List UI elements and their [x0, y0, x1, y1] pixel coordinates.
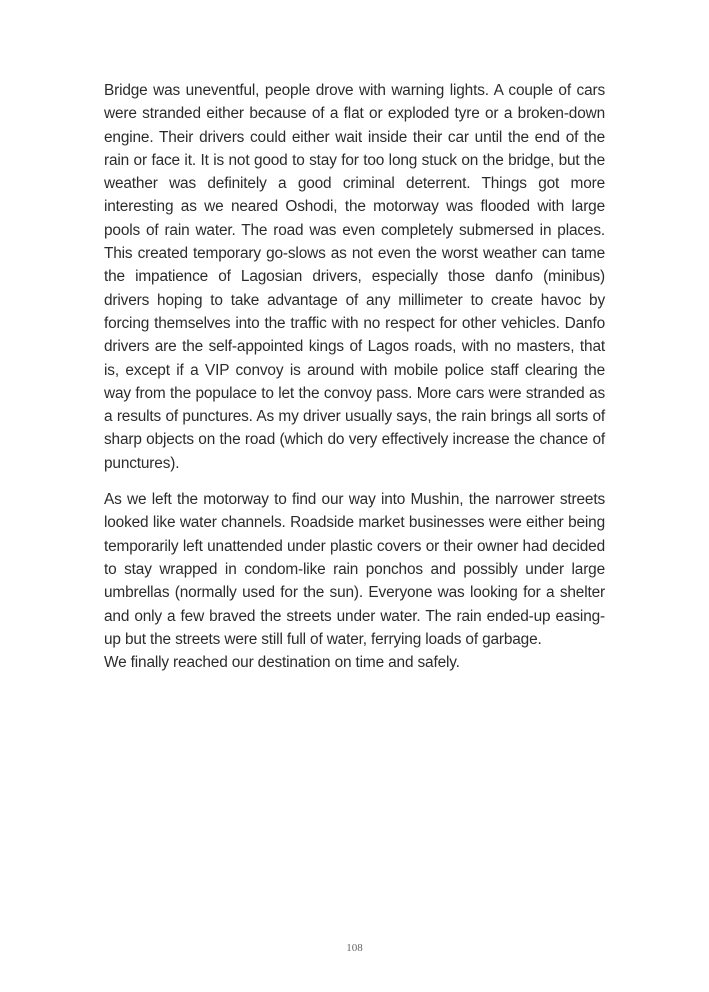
closing-line: We finally reached our destination on time and safely. [104, 654, 460, 672]
paragraph-2: As we left the motorway to find our way into Mushin, the narrower streets looked like water channels. Roadside market businesses were either being temporarily left unattended under plastic covers or their owner had decided to stay wrapped in condom-like rain ponchos and possibly under large umbrellas (normally used for the sun). Everyone was looking for a shelter and only a few braved the streets under water. The rain ended-up easing-up but the streets were still full of water, ferrying loads of garbage. [104, 491, 605, 648]
page-number: 108 [346, 942, 363, 954]
paragraph-1: Bridge was uneventful, people drove with warning lights. A couple of cars were stranded either because of a flat or exploded tyre or a broken-down engine. Their drivers could either wait inside their car until the end of the rain or face it. It is not good to stay for too long stuck on the bridge, but the weather was definitely a good criminal deterrent. Things got more interesting as we neared Oshodi, the motorway was flooded with large pools of rain water. The road was even completely submersed in places. This created temporary go-slows as not even the worst weather can tame the impatience of Lagosian drivers, especially those danfo (minibus) drivers hoping to take advantage of any millimeter to create havoc by forcing themselves into the traffic with no respect for other vehicles. Danfo drivers are the self-appointed kings of Lagos roads, with no masters, that is, except if a VIP convoy is around with mobile police staff clearing the way from the populace to let the convoy pass. More cars were stranded as a results of punctures. As my driver usually says, the rain brings all sorts of sharp objects on the road (which do very effectively increase the chance of punctures). [104, 82, 605, 472]
body-text [104, 79, 605, 674]
